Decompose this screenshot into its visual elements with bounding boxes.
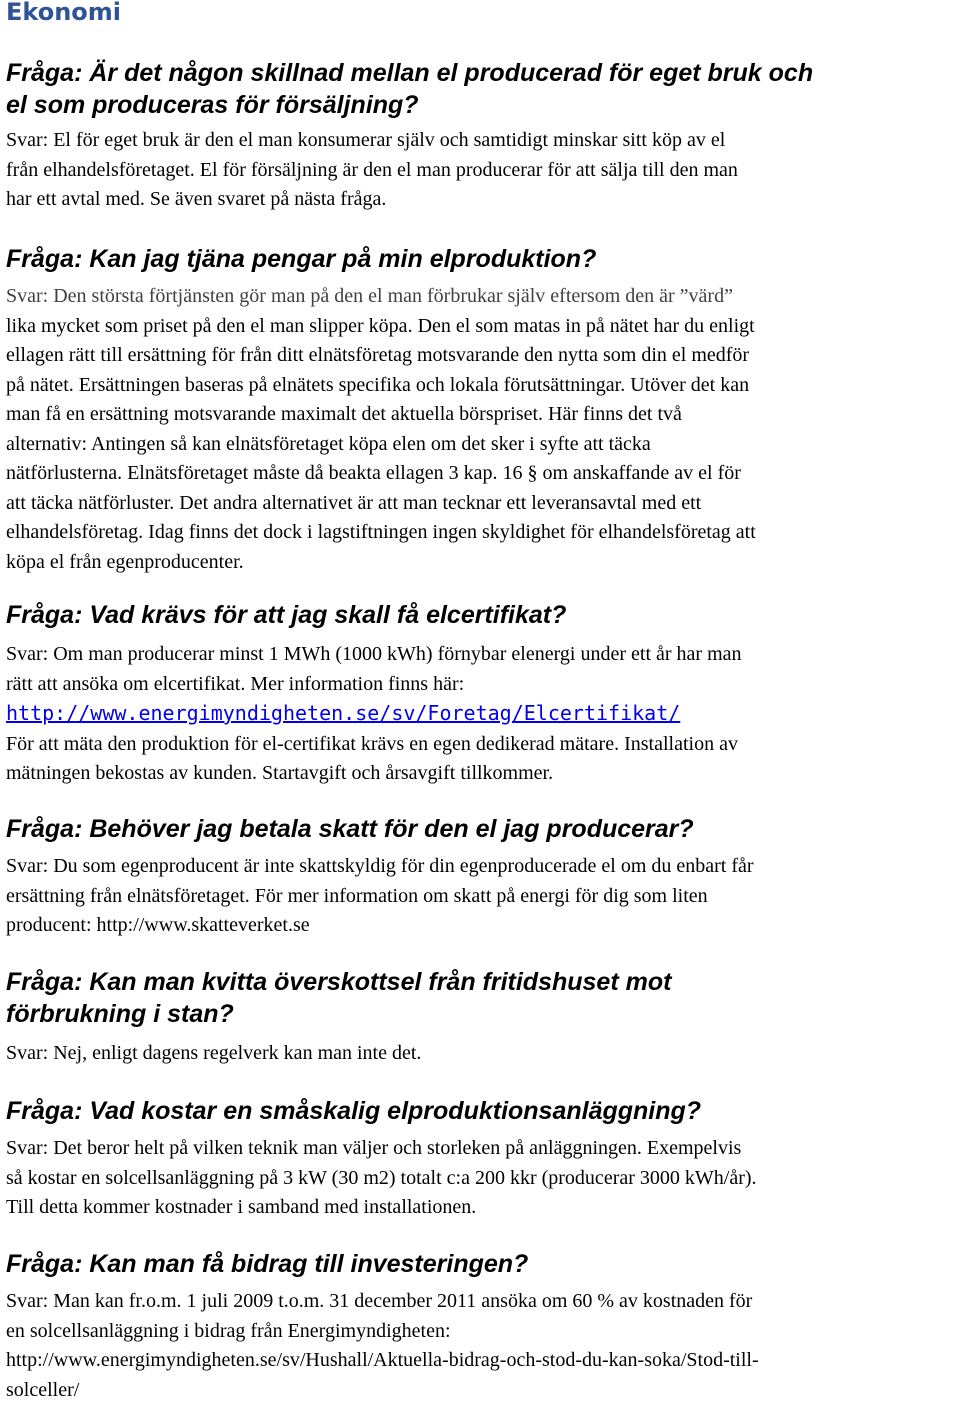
answer-line: lika mycket som priset på den el man slipper köpa. Den el som matas in på nätet har du enligt — [6, 312, 958, 342]
answer-line: Svar: Det beror helt på vilken teknik man väljer och storleken på anläggningen. Exempelvis — [6, 1134, 958, 1164]
answer-line: Svar: Om man producerar minst 1 MWh (1000 kWh) förnybar elenergi under ett år har man — [6, 640, 958, 670]
answer-line: http://www.energimyndigheten.se/sv/Hushall/Aktuella-bidrag-och-stod-du-kan-soka/Stod-till- — [6, 1346, 958, 1376]
answer-line: en solcellsanläggning i bidrag från Energimyndigheten: — [6, 1317, 958, 1347]
answer-paragraph — [6, 1134, 958, 1223]
question-heading — [6, 1095, 960, 1127]
answer-line: Svar: Man kan fr.o.m. 1 juli 2009 t.o.m. 31 december 2011 ansöka om 60 % av kostnaden för — [6, 1287, 958, 1317]
answer-line: elhandelsföretag. Idag finns det dock i lagstiftningen ingen skyldighet för elhandelsföretag att — [6, 518, 958, 548]
answer-line: solceller/ — [6, 1376, 958, 1405]
answer-line: rätt att ansöka om elcertifikat. Mer information finns här: — [6, 670, 958, 700]
answer-line: köpa el från egenproducenter. — [6, 548, 958, 578]
answer-line: man få en ersättning motsvarande maximalt det aktuella börspriset. Här finns det två — [6, 400, 958, 430]
question-line: Fråga: Vad krävs för att jag skall få elcertifikat? — [6, 599, 960, 631]
answer-line: För att mäta den produktion för el-certifikat krävs en egen dedikerad mätare. Installation av — [6, 730, 958, 760]
question-line: Fråga: Kan jag tjäna pengar på min elproduktion? — [6, 243, 960, 275]
question-heading — [6, 599, 960, 631]
question-line: Fråga: Kan man kvitta överskottsel från fritidshuset mot — [6, 966, 960, 998]
answer-line: Till detta kommer kostnader i samband med installationen. — [6, 1193, 958, 1223]
answer-line: på nätet. Ersättningen baseras på elnätets specifika och lokala förutsättningar. Utöver det kan — [6, 371, 958, 401]
answer-line: att täcka nätförluster. Det andra alternativet är att man tecknar ett leveransavtal med ett — [6, 489, 958, 519]
question-heading — [6, 57, 960, 121]
answer-paragraph — [6, 852, 958, 941]
question-line: Fråga: Kan man få bidrag till investeringen? — [6, 1248, 960, 1280]
answer-paragraph — [6, 282, 958, 577]
answer-line: producent: http://www.skatteverket.se — [6, 911, 958, 941]
answer-line: Svar: Du som egenproducent är inte skattskyldig för din egenproducerade el om du enbart får — [6, 852, 958, 882]
question-heading — [6, 243, 960, 275]
answer-line: alternativ: Antingen så kan elnätsföretaget köpa elen om det sker i syfte att täcka — [6, 430, 958, 460]
question-line: förbrukning i stan? — [6, 998, 960, 1030]
answer-line: så kostar en solcellsanläggning på 3 kW (30 m2) totalt c:a 200 kkr (producerar 3000 kWh/år). — [6, 1164, 958, 1194]
question-line: Fråga: Behöver jag betala skatt för den el jag producerar? — [6, 813, 960, 845]
answer-line: Svar: Den största förtjänsten gör man på den el man förbrukar själv eftersom den är ”värd” — [6, 282, 958, 312]
question-line: Fråga: Är det någon skillnad mellan el producerad för eget bruk och — [6, 57, 960, 89]
question-heading — [6, 813, 960, 845]
answer-paragraph — [6, 640, 958, 789]
answer-line: mätningen bekostas av kunden. Startavgift och årsavgift tillkommer. — [6, 759, 958, 789]
answer-line: Svar: El för eget bruk är den el man konsumerar själv och samtidigt minskar sitt köp av el — [6, 126, 958, 156]
page-title: Ekonomi — [6, 0, 121, 26]
answer-paragraph — [6, 1039, 958, 1069]
answer-line: ellagen rätt till ersättning för från ditt elnätsföretag motsvarande den nytta som din el medför — [6, 341, 958, 371]
question-heading — [6, 1248, 960, 1280]
question-line: el som produceras för försäljning? — [6, 89, 960, 121]
answer-line: från elhandelsföretaget. El för försäljning är den el man producerar för att sälja till den man — [6, 156, 958, 186]
answer-line: Svar: Nej, enligt dagens regelverk kan man inte det. — [6, 1039, 958, 1069]
answer-paragraph — [6, 126, 958, 215]
answer-line: har ett avtal med. Se även svaret på nästa fråga. — [6, 185, 958, 215]
answer-line: ersättning från elnätsföretaget. För mer information om skatt på energi för dig som liten — [6, 882, 958, 912]
elcertifikat-link[interactable]: http://www.energimyndigheten.se/sv/Foretag/Elcertifikat/ — [6, 699, 680, 729]
question-heading — [6, 966, 960, 1030]
answer-line: nätförlusterna. Elnätsföretaget måste då beakta ellagen 3 kap. 16 § om anskaffande av el för — [6, 459, 958, 489]
question-line: Fråga: Vad kostar en småskalig elproduktionsanläggning? — [6, 1095, 960, 1127]
answer-paragraph — [6, 1287, 958, 1405]
